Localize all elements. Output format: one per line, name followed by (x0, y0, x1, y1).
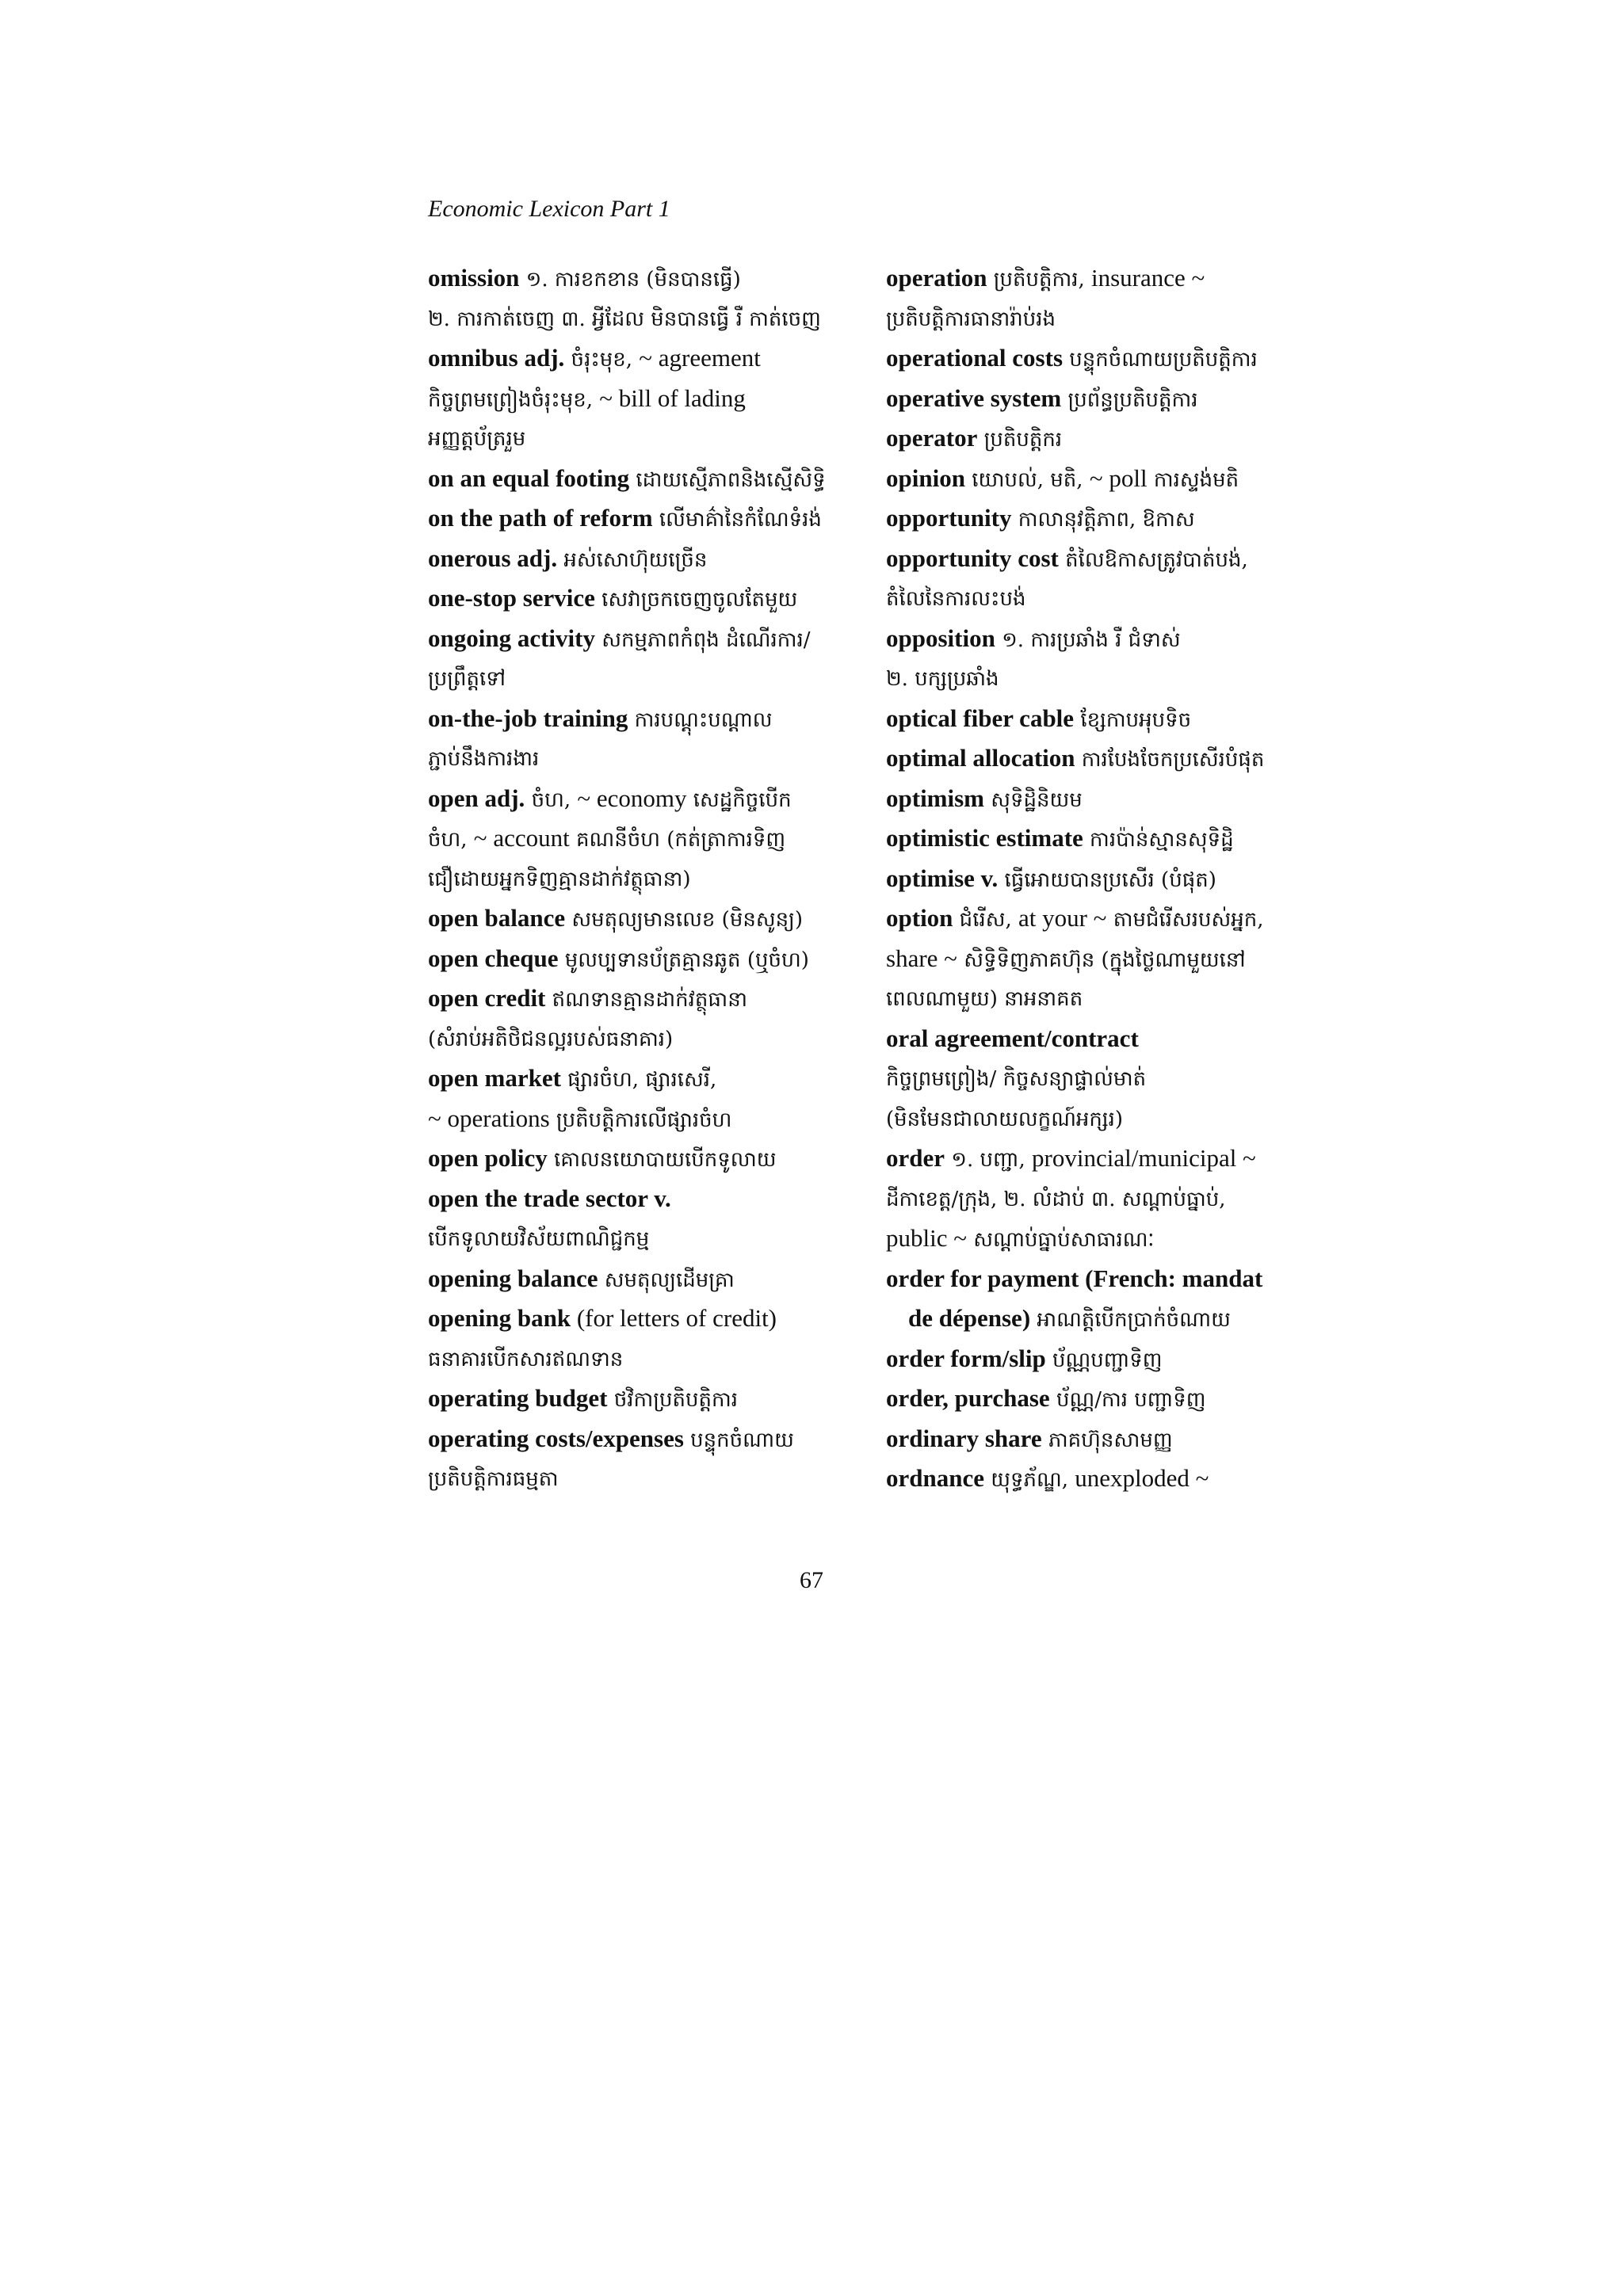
khmer-text: បើកទូលាយវិស័យពាណិជ្ជកម្ម (428, 1227, 650, 1251)
english-text: share ~ (886, 944, 957, 972)
khmer-text: ជំរើស, (953, 908, 1018, 932)
entry-line (886, 939, 1330, 979)
entry-line (886, 1179, 1330, 1219)
entry-line (428, 1339, 872, 1379)
running-header: Economic Lexicon Part 1 (428, 196, 670, 222)
english-text: insurance ~ (1091, 264, 1205, 292)
headword: ordinary share (886, 1424, 1042, 1452)
headword: opening balance (428, 1264, 598, 1292)
headword: open cheque (428, 944, 559, 972)
entry-line (886, 459, 1330, 499)
khmer-text: ២. បក្សប្រឆាំង (886, 667, 999, 691)
headword: ongoing activity (428, 624, 595, 652)
page-number: 67 (800, 1567, 823, 1593)
khmer-text: ប្រតិបត្តិការ, (987, 268, 1091, 292)
khmer-text: ខ្សែកាបអុបទិច (1074, 707, 1192, 732)
entry-line (428, 1299, 872, 1339)
entry-line (886, 418, 1330, 459)
entry-line (886, 299, 1330, 339)
headword: de dépense) (908, 1304, 1031, 1332)
entry-line (886, 1379, 1330, 1419)
entry-line (428, 338, 872, 379)
headword: operator (886, 424, 978, 452)
english-text: (for letters of credit) (571, 1304, 777, 1332)
khmer-text: ដីកាខេត្ត/ក្រុង, ២. លំដាប់ ៣. សណ្តាប់ធ្នាប់, (886, 1187, 1226, 1211)
headword: operative system (886, 383, 1062, 412)
khmer-text: យុទ្ធភ័ណ្ឌ, (984, 1468, 1075, 1492)
headword: optimal allocation (886, 744, 1075, 772)
entry-line (886, 258, 1330, 299)
khmer-text: សុទិដ្ឋិនិយម (984, 788, 1083, 812)
khmer-text: តាមជំរើសរបស់អ្នក, (1106, 908, 1264, 932)
entry-line (428, 859, 872, 899)
english-text: ~ operations (428, 1104, 550, 1132)
entry-line (886, 338, 1330, 379)
khmer-text: សេវាច្រកចេញចូលតែមួយ (594, 588, 798, 612)
khmer-text: សកម្មភាពកំពុង ដំណើរការ/ (594, 627, 811, 652)
khmer-text: ផ្សារចំហ, ផ្សារសេរី, (560, 1068, 717, 1092)
headword: order, purchase (886, 1384, 1050, 1412)
headword: operating budget (428, 1384, 608, 1412)
khmer-text: លើមាគ៌ានៃកំណែទំរង់ (652, 508, 822, 532)
khmer-text: អញ្ញត្តប័ត្ររួម (428, 427, 526, 451)
headword: order (886, 1144, 945, 1172)
entry-line (886, 699, 1330, 739)
english-text: public ~ (886, 1224, 968, 1252)
headword: omnibus adj. (428, 344, 565, 372)
entry-line (428, 258, 872, 299)
entry-line (886, 1459, 1330, 1499)
khmer-text: គោលនយោបាយបើកទូលាយ (547, 1148, 777, 1172)
english-text: provincial/municipal ~ (1032, 1144, 1256, 1172)
entry-line (428, 379, 872, 419)
headword: open adj. (428, 784, 525, 812)
khmer-text: ប្រតិបត្តិករ (977, 428, 1063, 452)
khmer-text: បន្ទុកចំណាយ (683, 1428, 794, 1452)
headword: omission (428, 264, 520, 292)
entry-line (428, 498, 872, 539)
khmer-text: បន្ទុកចំណាយប្រតិបត្តិការ (1063, 348, 1258, 372)
entry-line (886, 498, 1330, 539)
headword: ordnance (886, 1464, 984, 1492)
entry-line (428, 1379, 872, 1419)
headword: operation (886, 264, 987, 292)
entry-line (886, 578, 1330, 619)
khmer-text: ប័ណ្ណបញ្ជាទិញ (1045, 1348, 1163, 1372)
entry-line (886, 1419, 1330, 1459)
entry-line (886, 619, 1330, 659)
english-text: ~ account (473, 824, 570, 852)
khmer-text: ប័ណ្ណ/ការ បញ្ជាទិញ (1049, 1388, 1206, 1412)
khmer-text: ភាគហ៊ុនសាមញ្ញ (1041, 1428, 1173, 1452)
headword: open policy (428, 1144, 548, 1172)
headword: order for payment (French: mandat (886, 1264, 1263, 1292)
entry-line (428, 539, 872, 579)
entry-line (886, 1099, 1330, 1139)
headword: open credit (428, 984, 546, 1012)
english-text: unexploded ~ (1075, 1464, 1209, 1492)
entry-line (428, 299, 872, 339)
khmer-text: ប្រតិបត្តិការលើផ្សារចំហ (549, 1108, 732, 1132)
entry-line (428, 1219, 872, 1259)
entry-line (886, 1058, 1330, 1099)
khmer-text: ការបណ្តុះបណ្តាល (628, 707, 773, 732)
entry-line (886, 658, 1330, 699)
entry-line (428, 578, 872, 619)
headword: on the path of reform (428, 504, 653, 532)
headword: opportunity cost (886, 543, 1059, 572)
entry-line (886, 738, 1330, 779)
khmer-text: សណ្តាប់ធ្នាប់សាធារណៈ (967, 1228, 1155, 1252)
khmer-text: ការស្ទង់មតិ (1147, 467, 1239, 492)
khmer-text: ចំហ, (428, 828, 474, 852)
entry-line (886, 1259, 1330, 1299)
khmer-text: (សំរាប់អតិថិជនល្អរបស់ធនាគារ) (428, 1027, 674, 1051)
headword: opposition (886, 624, 995, 652)
khmer-text: សិទ្ធិទិញភាគហ៊ុន (ក្នុងថ្លៃណាមួយនៅ (957, 948, 1246, 972)
headword: onerous adj. (428, 543, 558, 572)
entry-line (886, 539, 1330, 579)
khmer-text: ជឿដោយអ្នកទិញគ្មានដាក់វត្ថុធានា) (428, 867, 691, 891)
khmer-text: ថវិកាប្រតិបត្តិការ (607, 1388, 739, 1412)
khmer-text: មូលប្បទានប័ត្រគ្មានឆូត (ឬចំហ) (558, 948, 809, 972)
khmer-text: ការបែងចែកប្រសើរបំផុត (1075, 748, 1265, 772)
entry-line (428, 898, 872, 939)
left-column (428, 258, 872, 1499)
khmer-text: ១. ការខកខាន (មិនបានធ្វើ) (519, 268, 741, 292)
khmer-text: គណនីចំហ (កត់ត្រាការទិញ (569, 828, 786, 852)
khmer-text: កិច្ចព្រមព្រៀងចំរុះមុខ, (428, 387, 600, 412)
khmer-text: សមតុល្យដើមគ្រា (598, 1268, 735, 1292)
english-text: at your ~ (1018, 904, 1107, 932)
khmer-text: ចំហ, (525, 788, 578, 812)
khmer-text: ការប៉ាន់ស្មានសុទិដ្ឋិ (1083, 828, 1234, 852)
entry-line (886, 1339, 1330, 1379)
khmer-text: តំលៃនៃការលះបង់ (886, 587, 1026, 611)
entry-line (428, 1138, 872, 1179)
khmer-text: (មិនមែនជាលាយលក្ខណ៍អក្សរ) (886, 1107, 1124, 1131)
english-text: ~ poll (1089, 463, 1148, 492)
khmer-text: សេដ្ឋកិច្ចបើក (686, 788, 792, 812)
headword: operational costs (886, 344, 1064, 372)
entry-line (886, 1138, 1330, 1179)
entry-line (428, 699, 872, 739)
headword: opening bank (428, 1304, 571, 1332)
headword: oral agreement/contract (886, 1024, 1139, 1052)
khmer-text: ២. ការកាត់ចេញ ៣. អ្វីដែល មិនបានធ្វើ រឺ កាត់ចេញ (428, 307, 821, 331)
khmer-text: តំលៃឱកាសត្រូវបាត់បង់, (1058, 547, 1248, 572)
headword: operating costs/expenses (428, 1424, 684, 1452)
khmer-text: ប្រព្រឹត្តទៅ (428, 667, 506, 691)
right-column (886, 258, 1330, 1499)
entry-line (886, 1219, 1330, 1259)
headword: open market (428, 1064, 561, 1092)
entry-line (886, 379, 1330, 419)
khmer-text: សមតុល្យមានលេខ (មិនសូន្យ) (565, 908, 803, 932)
khmer-text: ប្រព័ន្ធប្រតិបត្តិការ (1061, 387, 1198, 412)
entry-line (886, 818, 1330, 859)
khmer-text: ប្រតិបត្តិការធានារ៉ាប់រង (886, 307, 1056, 331)
entry-line (428, 619, 872, 659)
headword: optimise v. (886, 864, 999, 892)
headword: on an equal footing (428, 463, 630, 492)
entry-line (428, 738, 872, 779)
entry-line (428, 658, 872, 699)
english-text: ~ agreement (639, 344, 761, 372)
english-text: ~ economy (577, 784, 687, 812)
khmer-text: យោបល់, មតិ, (964, 467, 1090, 492)
entry-line (428, 818, 872, 859)
english-text: ~ bill of lading (599, 383, 746, 412)
khmer-text: ដោយស្មើភាពនិងស្មើសិទ្ធិ (629, 467, 826, 492)
entry-line (428, 418, 872, 459)
khmer-text: ភ្ជាប់នឹងការងារ (428, 747, 540, 771)
khmer-text: ធនាគារបើកសារឥណទាន (428, 1347, 624, 1371)
khmer-text: ១. បញ្ជា, (945, 1148, 1033, 1172)
entry-line (886, 1299, 1330, 1339)
headword: optical fiber cable (886, 704, 1075, 732)
headword: order form/slip (886, 1344, 1046, 1372)
entry-line (428, 1058, 872, 1099)
entry-line (428, 978, 872, 1019)
headword: opportunity (886, 504, 1012, 532)
entry-line (428, 1419, 872, 1459)
khmer-text: អាណត្តិបើកប្រាក់ចំណាយ (1030, 1308, 1231, 1332)
khmer-text: ១. ការប្រឆាំង រឺ ជំទាស់ (995, 627, 1181, 652)
headword: optimism (886, 784, 984, 812)
khmer-text: ប្រតិបត្តិការធម្មតា (428, 1467, 559, 1491)
khmer-text: កាលានុវត្តិភាព, ឱកាស (1011, 508, 1195, 532)
headword: opinion (886, 463, 965, 492)
entry-line (428, 1459, 872, 1499)
entry-line (428, 1259, 872, 1299)
entry-line (428, 1099, 872, 1139)
headword: open balance (428, 904, 566, 932)
entry-line (428, 459, 872, 499)
headword: one-stop service (428, 584, 595, 612)
entry-line (428, 1179, 872, 1219)
entry-line (428, 1019, 872, 1059)
entry-line (428, 939, 872, 979)
entry-line (886, 898, 1330, 939)
headword: option (886, 904, 953, 932)
khmer-text: ឥណទានគ្មានដាក់វត្ថុធានា (545, 988, 747, 1012)
entry-line (886, 859, 1330, 899)
entry-line (886, 1019, 1330, 1059)
headword: on-the-job training (428, 704, 628, 732)
khmer-text: ពេលណាមួយ) នាអនាគត (886, 987, 1083, 1011)
khmer-text: ធ្វើអោយបានប្រសើរ (បំផុត) (998, 868, 1216, 892)
khmer-text: កិច្ចព្រមព្រៀង/ កិច្ចសន្យាផ្ទាល់មាត់ (886, 1067, 1147, 1091)
entry-line (428, 779, 872, 819)
entry-line (886, 978, 1330, 1019)
headword: open the trade sector v. (428, 1184, 671, 1212)
headword: optimistic estimate (886, 824, 1083, 852)
khmer-text: ចំរុះមុខ, (564, 348, 640, 372)
entry-line (886, 779, 1330, 819)
khmer-text: អស់សោហ៊ុយច្រើន (557, 547, 708, 572)
